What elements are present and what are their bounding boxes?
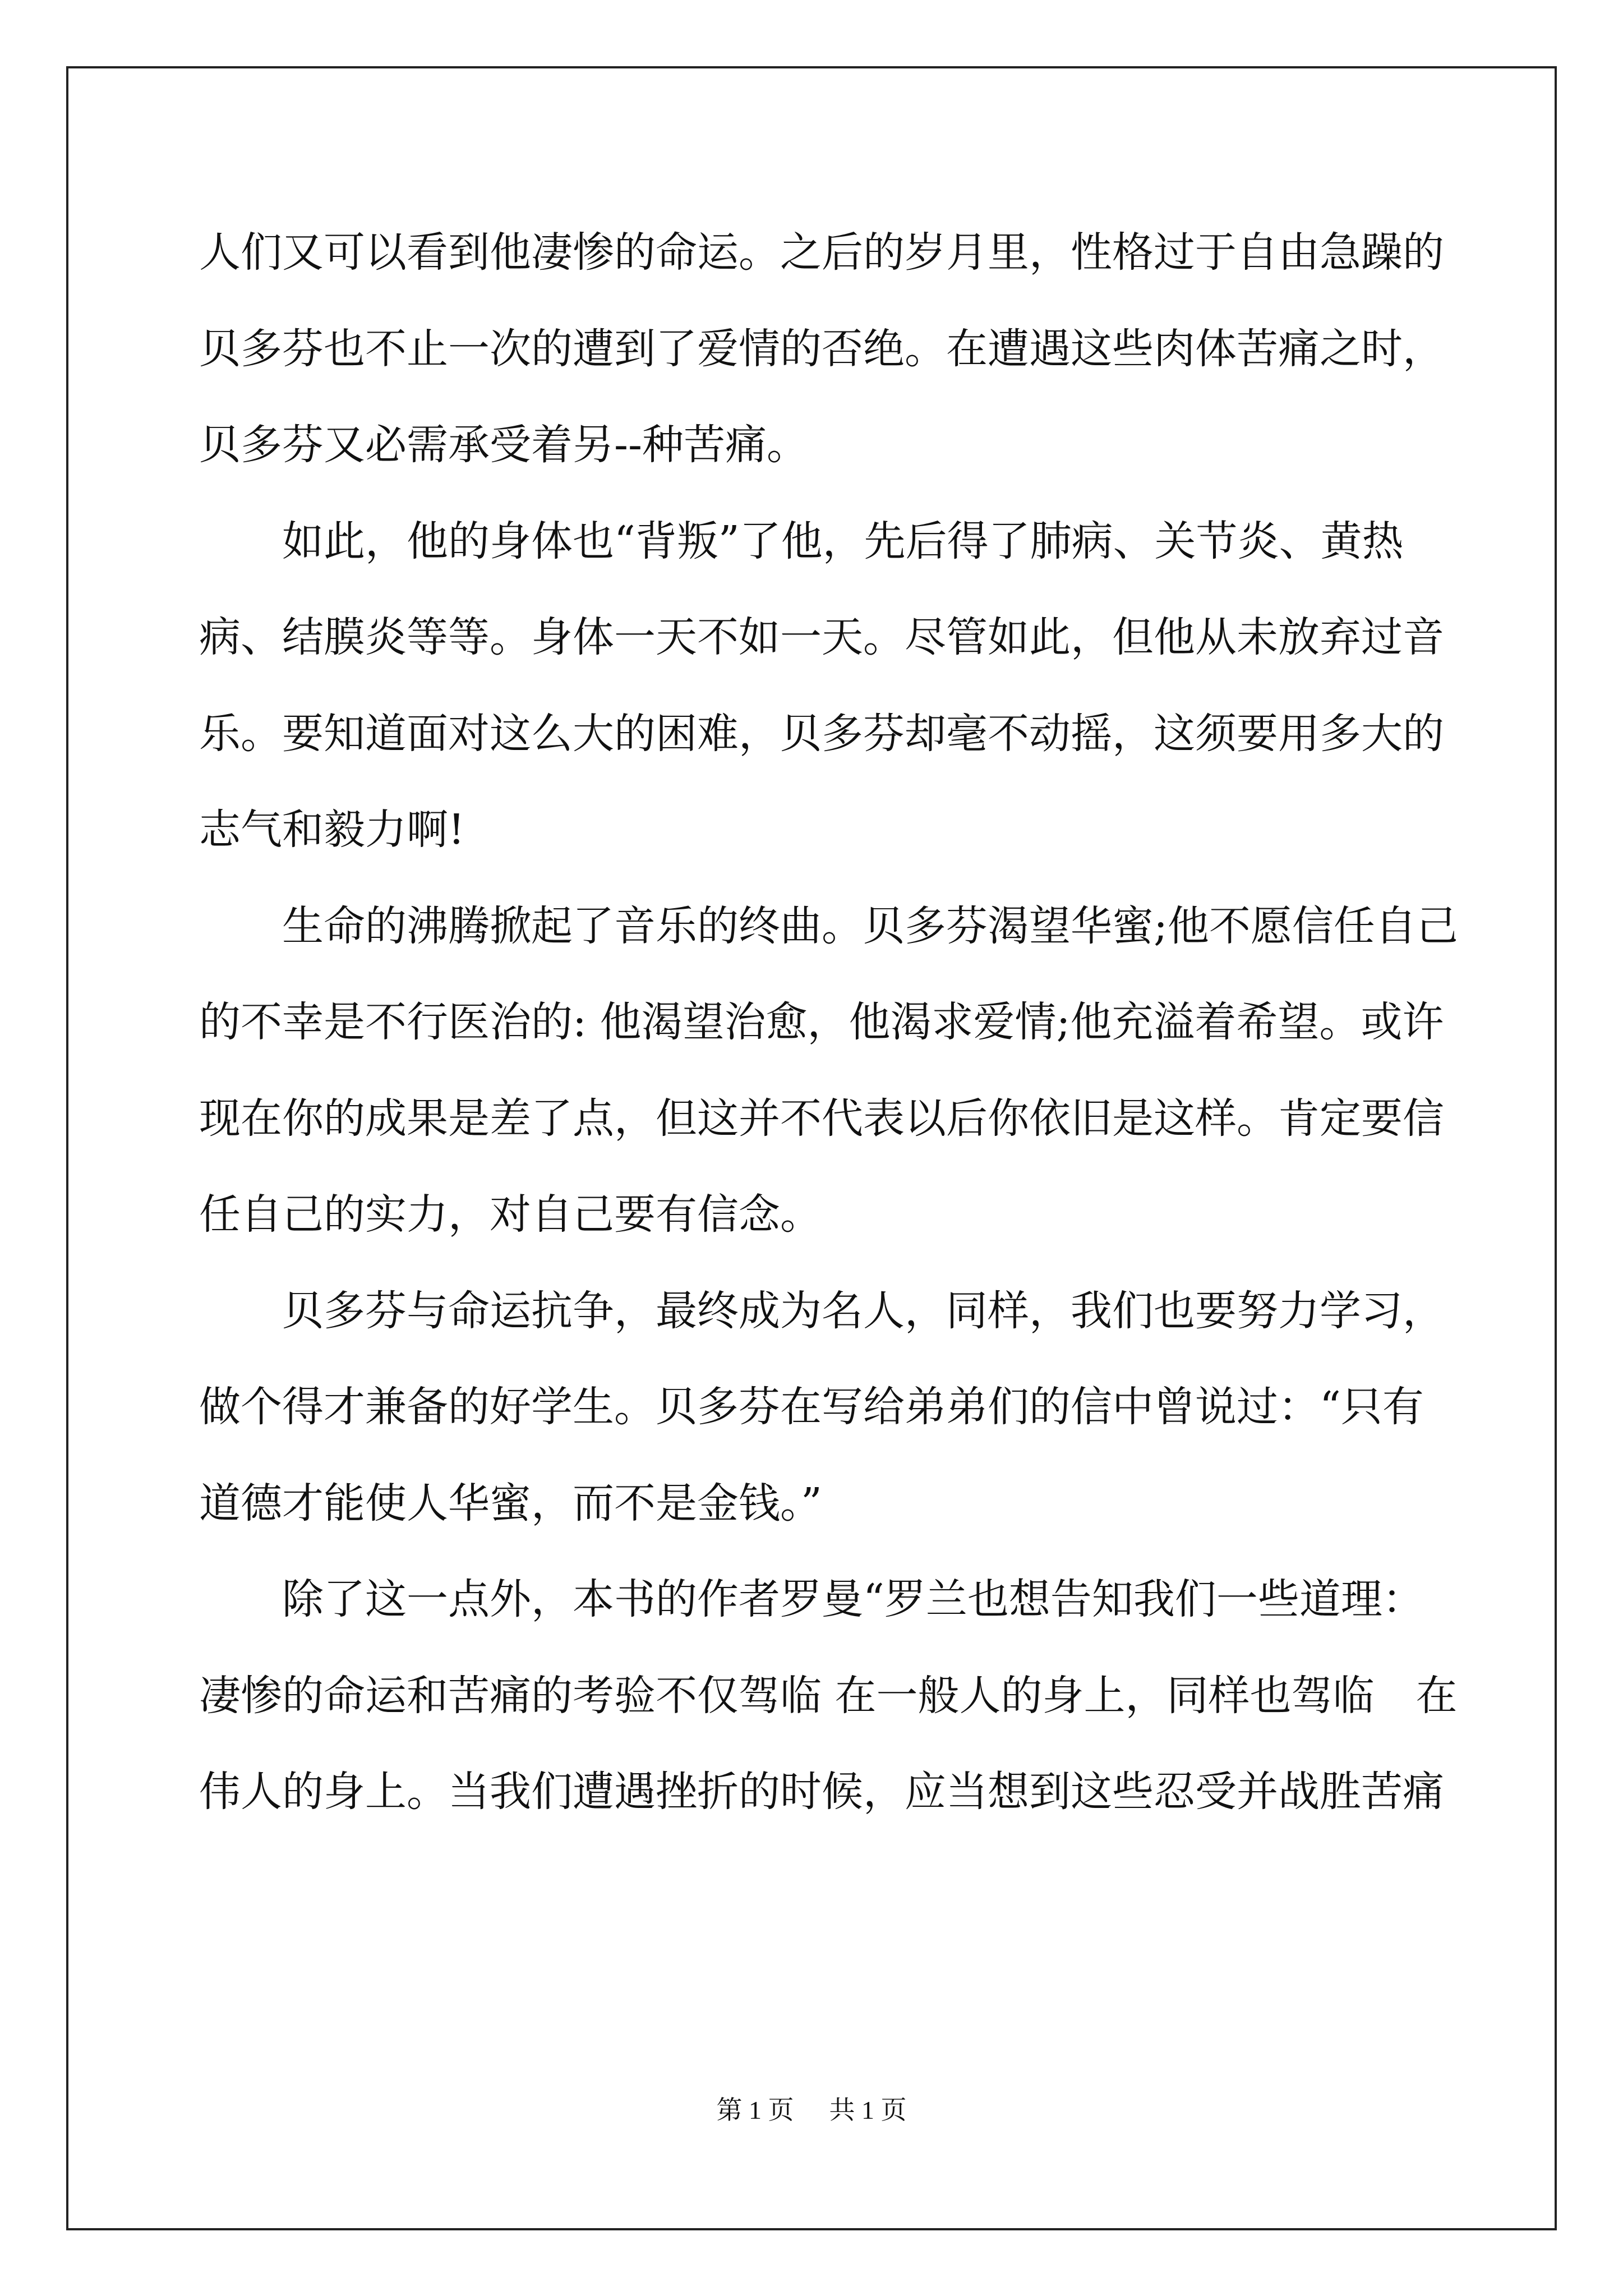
text-line: 道德才能使人华蜜，而不是金钱。” xyxy=(199,1479,822,1527)
text-line: 的不幸是不行医治的: 他渴望治愈，他渴求爱情;他充溢着希望。或许 xyxy=(199,998,1444,1046)
text-line: 贝多芬与命运抗争，最终成为名人，同样，我们也要努力学习， xyxy=(282,1286,1444,1335)
text-line: 生命的沸腾掀起了音乐的终曲。贝多芬渴望华蜜;他不愿信任自己 xyxy=(282,901,1458,950)
text-line: 贝多芬又必需承受着另--种苦痛。 xyxy=(199,421,809,469)
page-footer xyxy=(0,2090,1623,2127)
text-line: 病、结膜炎等等。身体一天不如一天。尽管如此，但他从未放弃过音 xyxy=(199,613,1444,661)
page-number-current: 第 1 页 xyxy=(716,2096,794,2124)
text-line: 贝多芬也不止一次的遭到了爱情的否绝。在遭遇这些肉体苦痛之时， xyxy=(199,324,1444,373)
text-line: 除了这一点外，本书的作者罗曼“罗兰也想告知我们一些道理： xyxy=(282,1575,1424,1623)
text-line: 志气和毅力啊! xyxy=(199,806,465,854)
page-number-total: 共 1 页 xyxy=(829,2096,907,2124)
text-line: 任自己的实力，对自己要有信念。 xyxy=(199,1190,822,1239)
text-line: 如此，他的身体也“背叛”了他，先后得了肺病、关节炎、黄热 xyxy=(282,517,1404,565)
text-line: 现在你的成果是差了点，但这并不代表以后你依旧是这样。肯定要信 xyxy=(199,1094,1444,1143)
text-line: 做个得才兼备的好学生。贝多芬在写给弟弟们的信中曾说过：“只有 xyxy=(199,1383,1424,1431)
text-line: 凄惨的命运和苦痛的考验不仅驾临 在一般人的身上，同样也驾临 在 xyxy=(199,1671,1458,1720)
text-line: 乐。要知道面对这么大的困难，贝多芬却毫不动摇，这须要用多大的 xyxy=(199,709,1444,758)
text-line: 人们又可以看到他凄惨的命运。之后的岁月里，性格过于自由急躁的 xyxy=(199,228,1444,277)
text-line: 伟人的身上。当我们遭遇挫折的时候，应当想到这些忍受并战胜苦痛 xyxy=(199,1768,1444,1816)
